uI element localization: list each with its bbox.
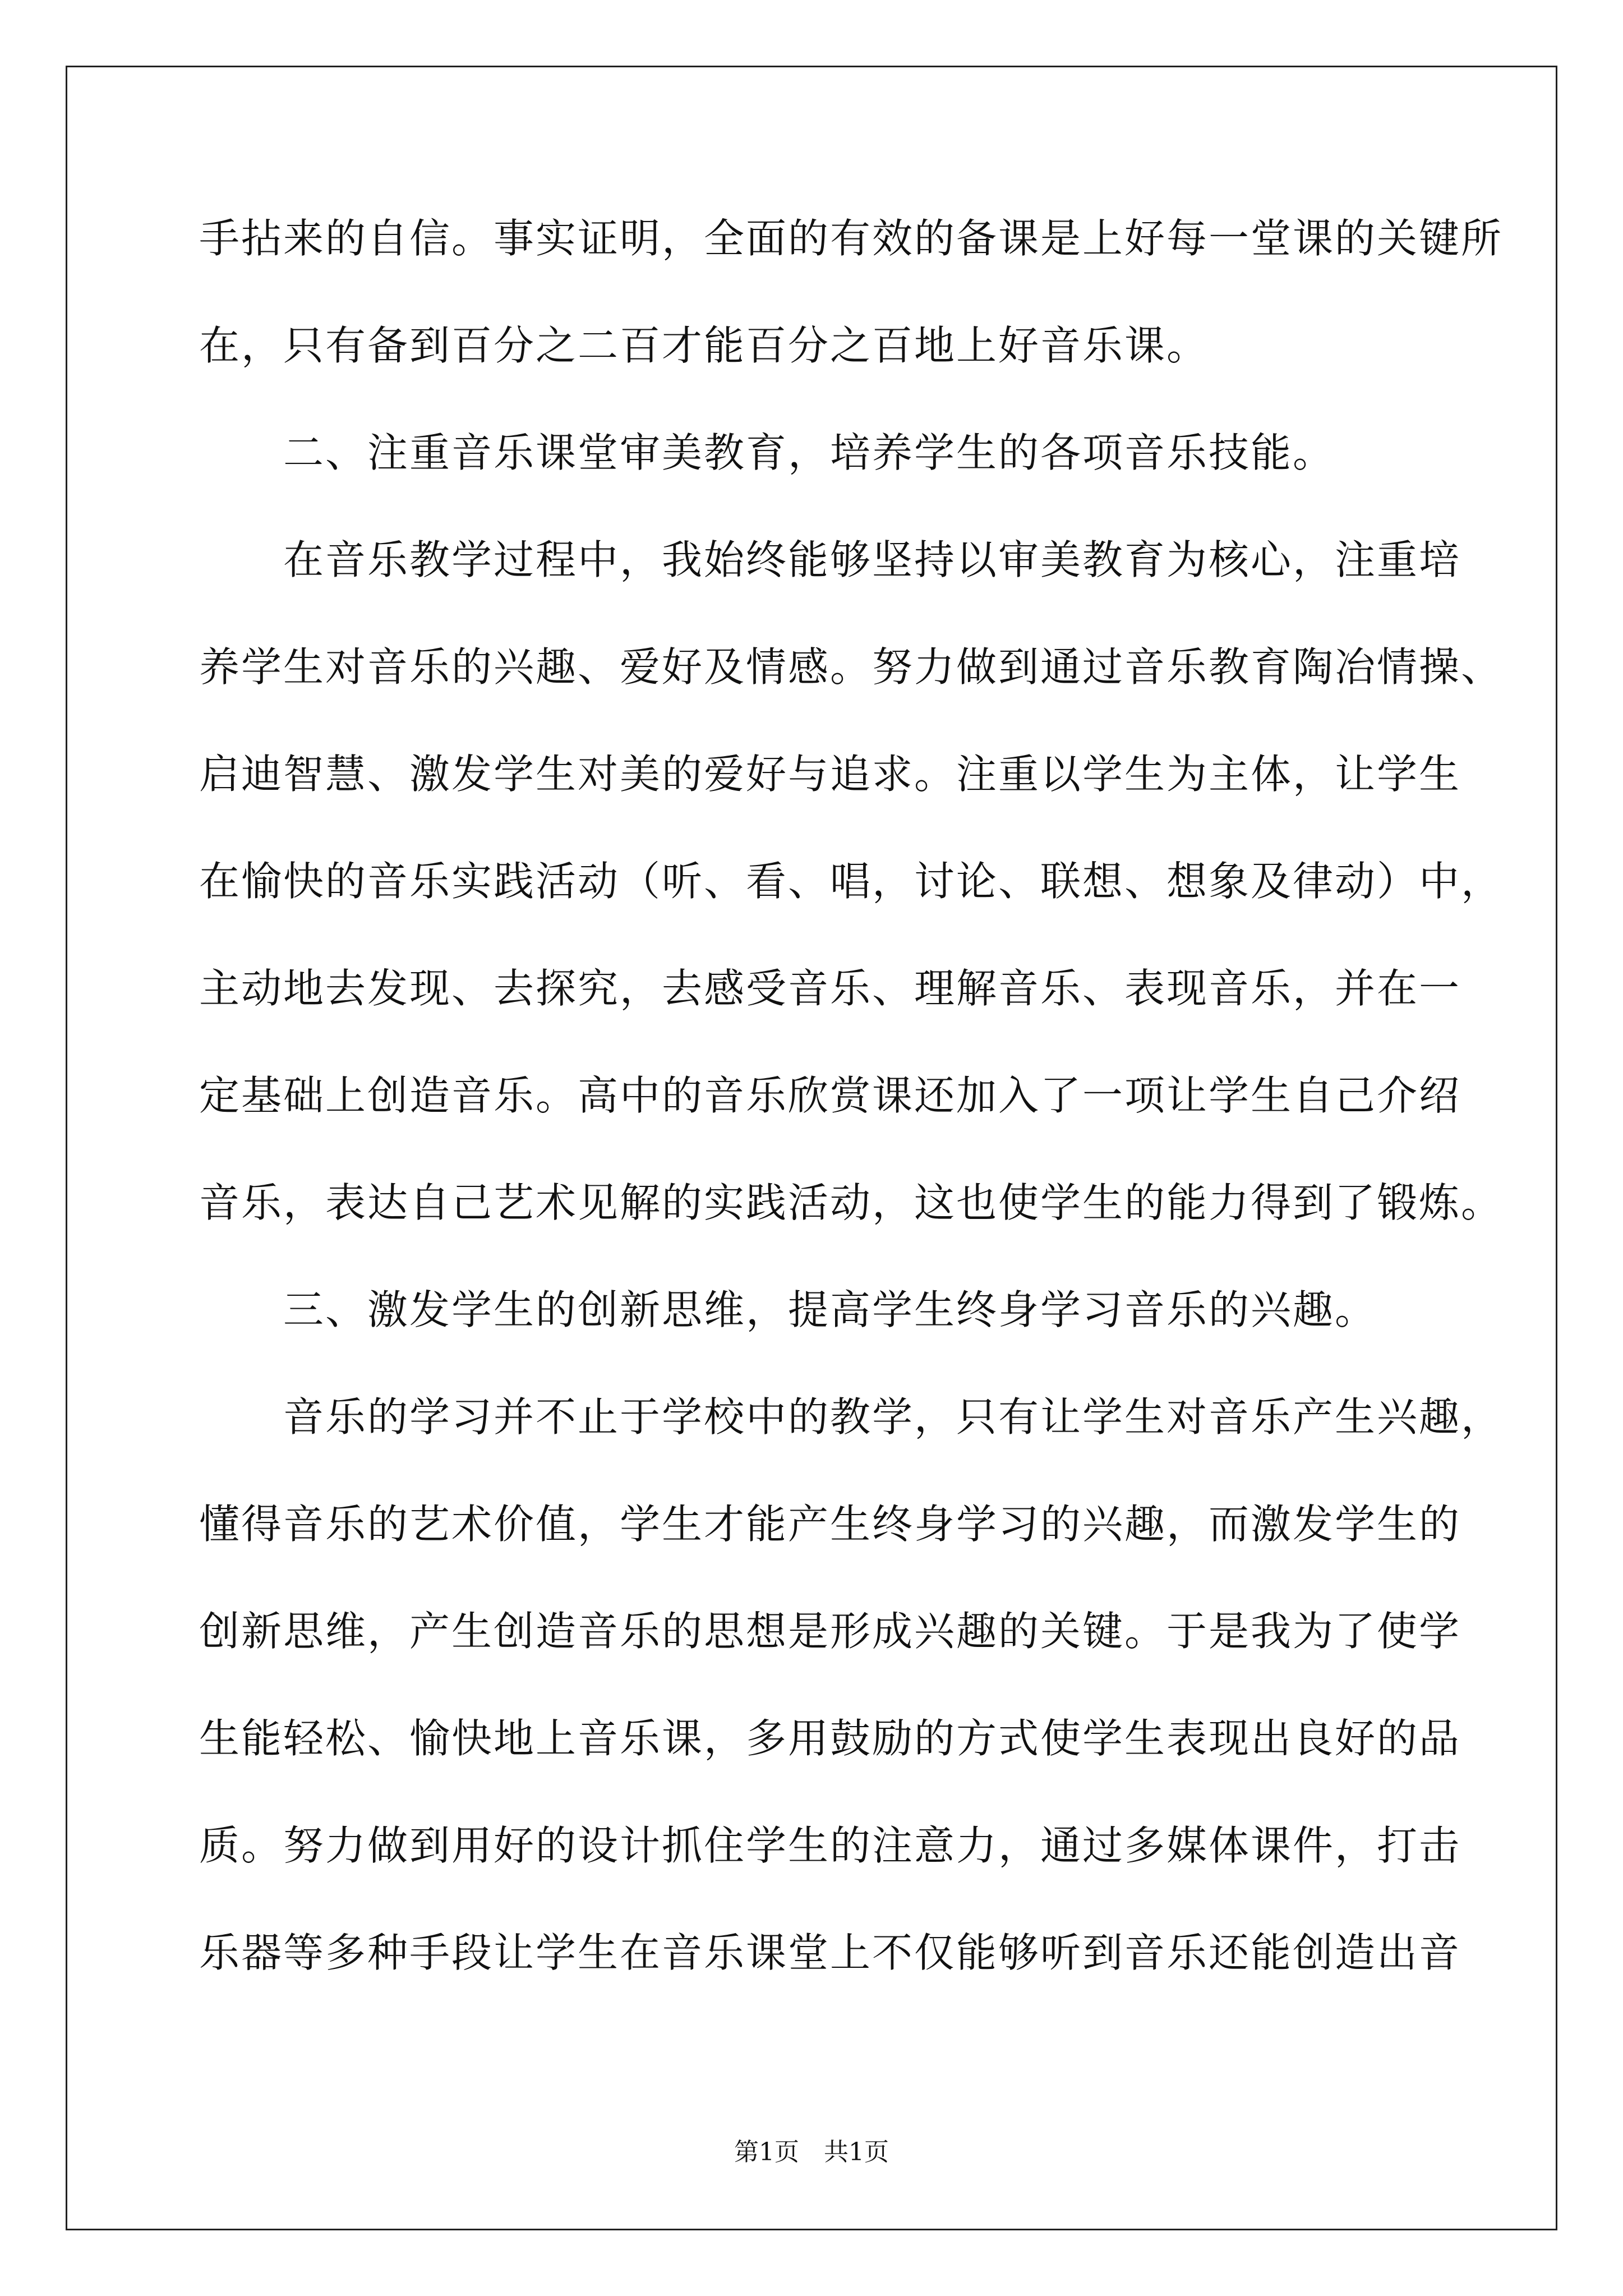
text-line: 创新思维，产生创造音乐的思想是形成兴趣的关键。于是我为了使学 xyxy=(199,1608,1461,1655)
text-line: 音乐的学习并不止于学校中的教学，只有让学生对音乐产生兴趣， xyxy=(199,1393,1504,1441)
section-heading: 三、激发学生的创新思维，提高学生终身学习音乐的兴趣。 xyxy=(199,1286,1377,1333)
text-line: 音乐，表达自己艺术见解的实践活动，这也使学生的能力得到了锻炼。 xyxy=(199,1179,1504,1226)
section-heading: 二、注重音乐课堂审美教育，培养学生的各项音乐技能。 xyxy=(199,429,1335,476)
text-line: 在，只有备到百分之二百才能百分之百地上好音乐课。 xyxy=(199,322,1209,369)
text-line: 在音乐教学过程中，我始终能够坚持以审美教育为核心，注重培 xyxy=(199,536,1461,583)
page-number: 第1页 共1页 xyxy=(734,2138,889,2166)
text-line: 主动地去发现、去探究，去感受音乐、理解音乐、表现音乐，并在一 xyxy=(199,965,1461,1012)
text-line: 懂得音乐的艺术价值，学生才能产生终身学习的兴趣，而激发学生的 xyxy=(199,1501,1461,1548)
text-line: 养学生对音乐的兴趣、爱好及情感。努力做到通过音乐教育陶冶情操、 xyxy=(199,643,1504,691)
text-line: 手拈来的自信。事实证明，全面的有效的备课是上好每一堂课的关键所 xyxy=(199,215,1504,262)
text-line: 生能轻松、愉快地上音乐课，多用鼓励的方式使学生表现出良好的品 xyxy=(199,1715,1461,1762)
document-body xyxy=(199,208,1504,2029)
text-line: 乐器等多种手段让学生在音乐课堂上不仅能够听到音乐还能创造出音 xyxy=(199,1929,1461,1976)
text-line: 定基础上创造音乐。高中的音乐欣赏课还加入了一项让学生自己介绍 xyxy=(199,1072,1461,1119)
text-line: 质。努力做到用好的设计抓住学生的注意力，通过多媒体课件，打击 xyxy=(199,1822,1461,1869)
text-line: 启迪智慧、激发学生对美的爱好与追求。注重以学生为主体，让学生 xyxy=(199,751,1461,798)
text-line: 在愉快的音乐实践活动（听、看、唱，讨论、联想、想象及律动）中， xyxy=(199,858,1504,905)
